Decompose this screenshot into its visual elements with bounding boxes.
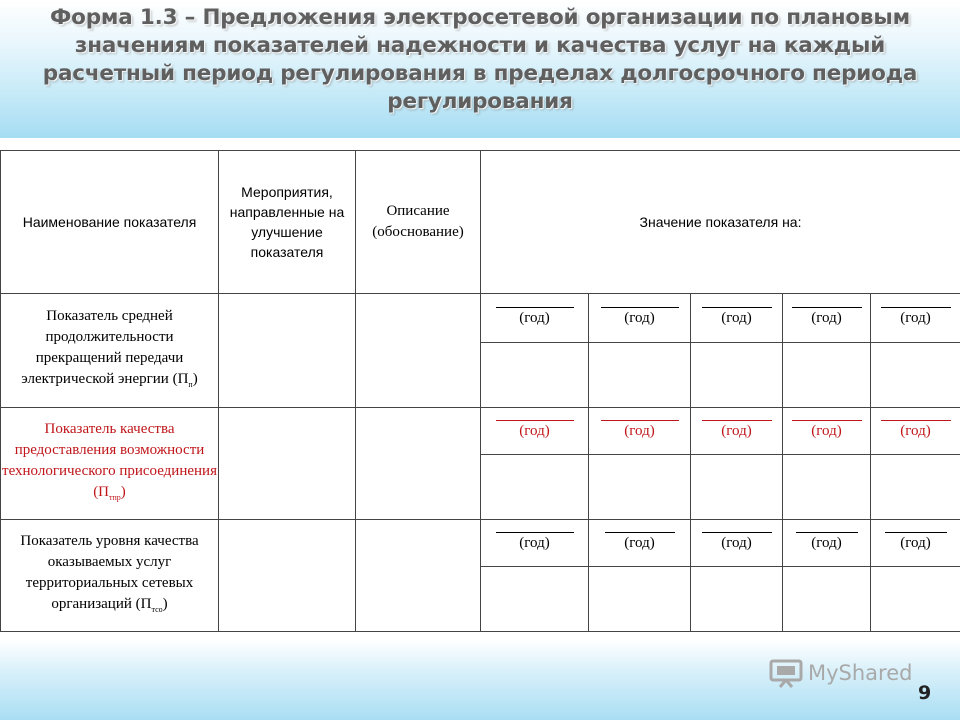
table-row: [1, 294, 960, 343]
row-name-connection-quality: Показатель качества предоставления возможности технологического присоединения $(П_{тпр})$: [1, 408, 219, 520]
value-cell: [691, 343, 783, 408]
year-cell: (год): [589, 294, 691, 343]
row-name-reliability: Показатель средней продолжительности прекращений передачи электрической энергии $(П_п)$: [1, 294, 219, 408]
value-cell: [783, 567, 871, 632]
indicators-table: [0, 150, 960, 632]
value-cell: [871, 455, 960, 520]
logo-text: MyShared: [808, 661, 913, 685]
value-cell: [691, 455, 783, 520]
year-cell: (год): [871, 520, 960, 567]
value-cell: [871, 567, 960, 632]
value-cell: [481, 455, 589, 520]
header-measures: Мероприятия, направленные на улучшение показателя: [219, 151, 356, 294]
year-cell: (год): [783, 294, 871, 343]
value-cell: [691, 567, 783, 632]
value-cell: [783, 455, 871, 520]
row-measures-cell: [219, 294, 356, 408]
year-cell: (год): [691, 294, 783, 343]
year-cell: (год): [691, 408, 783, 455]
year-cell: (год): [871, 294, 960, 343]
header-row: [1, 151, 960, 294]
page-title: Форма 1.3 – Предложения электросетевой организации по плановым значениям показателей надежности и качества услуг на каждый расчетный период регулирования в пределах долгосрочного периода регулирования: [42, 5, 918, 114]
value-cell: [589, 455, 691, 520]
row-measures-cell: [219, 520, 356, 632]
year-cell: (год): [481, 520, 589, 567]
value-cell: [589, 343, 691, 408]
year-cell: (год): [481, 408, 589, 455]
page-number: 9: [918, 682, 932, 704]
row-description-cell: [356, 408, 481, 520]
year-cell: (год): [589, 408, 691, 455]
header-name: Наименование показателя: [1, 151, 219, 294]
year-cell: (год): [783, 408, 871, 455]
value-cell: [871, 343, 960, 408]
myshared-logo: [768, 656, 912, 690]
value-cell: [481, 567, 589, 632]
year-cell: (год): [783, 520, 871, 567]
table-row: [1, 408, 960, 455]
year-cell: (год): [871, 408, 960, 455]
value-cell: [481, 343, 589, 408]
row-description-cell: [356, 294, 481, 408]
table-row: [1, 520, 960, 567]
presentation-board-icon: [768, 658, 804, 688]
year-cell: (год): [691, 520, 783, 567]
year-cell: (год): [589, 520, 691, 567]
header-value: Значение показателя на:: [481, 151, 960, 294]
row-description-cell: [356, 520, 481, 632]
value-cell: [783, 343, 871, 408]
value-cell: [589, 567, 691, 632]
row-measures-cell: [219, 408, 356, 520]
row-name-service-quality: Показатель уровня качества оказываемых услуг территориальных сетевых организаций $(П_{тсо})$: [1, 520, 219, 632]
year-cell: (год): [481, 294, 589, 343]
header-description: Описание (обоснование): [356, 151, 481, 294]
